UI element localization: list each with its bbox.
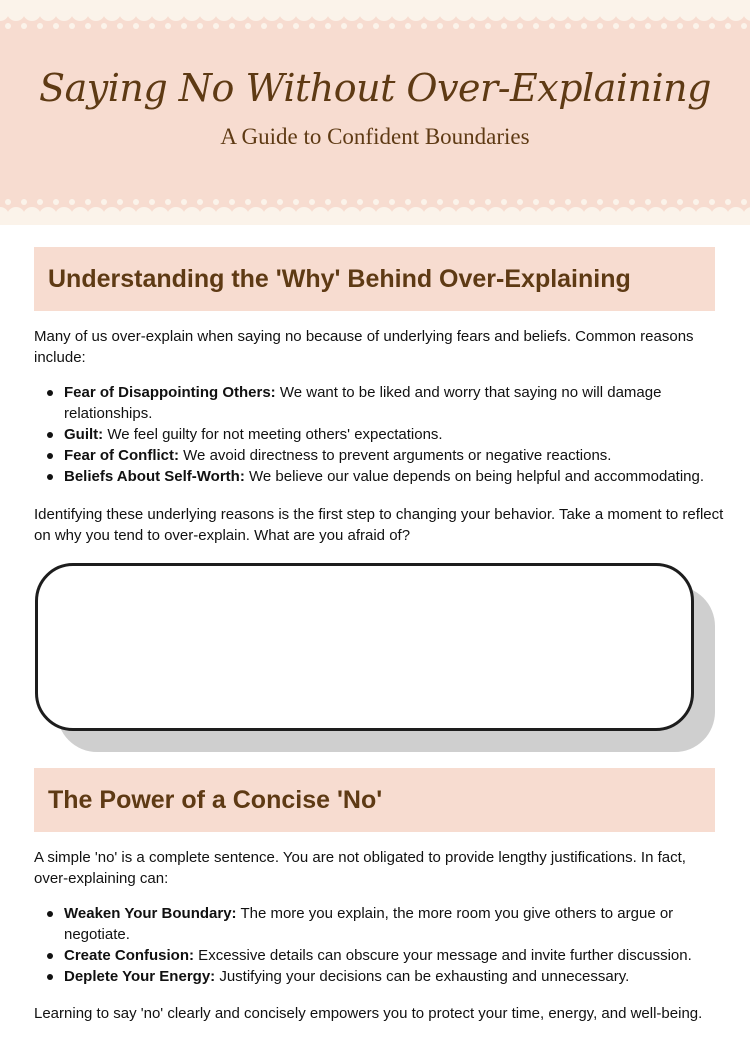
lace-dot xyxy=(709,199,715,205)
lace-dot xyxy=(373,23,379,29)
lace-dot xyxy=(133,23,139,29)
lace-dot xyxy=(517,23,523,29)
list-item-text: We believe our value depends on being helpful and accommodating. xyxy=(244,468,705,485)
lace-dot xyxy=(213,199,219,205)
lace-dot xyxy=(21,199,27,205)
lace-border-top xyxy=(0,0,750,40)
lace-dot xyxy=(469,23,475,29)
lace-dot xyxy=(133,199,139,205)
list-item-term: Weaken Your Boundary: xyxy=(64,905,237,922)
list-item xyxy=(44,966,724,987)
reasons-list xyxy=(44,382,724,487)
list-item-term: Beliefs About Self-Worth: xyxy=(64,468,245,485)
lace-dot xyxy=(421,23,427,29)
lace-dot xyxy=(629,199,635,205)
lace-dot xyxy=(85,23,91,29)
list-item xyxy=(44,903,724,945)
lace-dot xyxy=(693,23,699,29)
lace-dot xyxy=(405,23,411,29)
lace-dot xyxy=(341,199,347,205)
lace-dot xyxy=(549,23,555,29)
lace-dot xyxy=(357,199,363,205)
lace-dot xyxy=(389,23,395,29)
lace-dot xyxy=(565,199,571,205)
lace-dot xyxy=(533,23,539,29)
lace-dot xyxy=(325,199,331,205)
lace-dot xyxy=(709,23,715,29)
lace-band xyxy=(0,218,750,225)
reflection-prompt: Identifying these underlying reasons is the first step to changing your behavior. Take a moment to reflect on why you tend to over-explain. What are you afraid of? xyxy=(34,506,724,544)
lace-dot xyxy=(149,23,155,29)
lace-border-bottom xyxy=(0,188,750,225)
lace-dot xyxy=(245,23,251,29)
lace-dot xyxy=(405,199,411,205)
list-item xyxy=(44,382,724,424)
list-item-term: Fear of Conflict: xyxy=(64,447,179,464)
lace-dot xyxy=(309,23,315,29)
list-item-text: We feel guilty for not meeting others' expectations. xyxy=(103,426,443,443)
lace-dot xyxy=(21,23,27,29)
section-title: Understanding the 'Why' Behind Over-Explaining xyxy=(48,264,631,293)
lace-dot xyxy=(597,199,603,205)
lace-dot xyxy=(261,23,267,29)
list-item-text: The more you explain, the more room you give others to argue or negotiate. xyxy=(64,905,674,943)
lace-dot xyxy=(565,23,571,29)
lace-dot xyxy=(277,199,283,205)
lace-dot xyxy=(501,199,507,205)
lace-dot xyxy=(213,23,219,29)
list-item-text: We avoid directness to prevent arguments or negative reactions. xyxy=(179,447,612,464)
lace-dot xyxy=(453,23,459,29)
list-item-term: Create Confusion: xyxy=(64,947,195,964)
lace-dot xyxy=(661,199,667,205)
lace-dot xyxy=(197,23,203,29)
lace-dot xyxy=(645,23,651,29)
lace-dot xyxy=(85,199,91,205)
lace-dot xyxy=(325,23,331,29)
lace-dot xyxy=(485,199,491,205)
lace-dot xyxy=(357,23,363,29)
list-item-text: We want to be liked and worry that saying no will damage relationships. xyxy=(64,384,662,422)
lace-dot xyxy=(549,199,555,205)
reflection-answer-box[interactable] xyxy=(35,563,694,731)
page-title: Saying No Without Over-Explaining xyxy=(39,66,711,110)
list-item-term: Fear of Disappointing Others: xyxy=(64,384,276,401)
lace-dot xyxy=(309,199,315,205)
lace-dot xyxy=(581,23,587,29)
lace-dot xyxy=(581,199,587,205)
lace-dot xyxy=(437,23,443,29)
lace-dot xyxy=(661,23,667,29)
section-intro: A simple 'no' is a complete sentence. You are not obligated to provide lengthy justifications. In fact, over-explaining can: xyxy=(34,849,686,887)
lace-dot xyxy=(293,23,299,29)
lace-dot xyxy=(101,23,107,29)
lace-dot xyxy=(533,199,539,205)
lace-dot xyxy=(741,199,747,205)
lace-dot xyxy=(437,199,443,205)
lace-dot xyxy=(69,23,75,29)
lace-dot xyxy=(229,23,235,29)
lace-band xyxy=(0,0,750,10)
lace-dot xyxy=(693,199,699,205)
page-header xyxy=(0,0,750,225)
lace-dot xyxy=(645,199,651,205)
lace-dot xyxy=(453,199,459,205)
list-item-term: Guilt: xyxy=(64,426,104,443)
lace-dot xyxy=(69,199,75,205)
lace-dot xyxy=(5,199,11,205)
effects-list xyxy=(44,903,724,987)
page-subtitle: A Guide to Confident Boundaries xyxy=(220,124,530,149)
list-item-term: Deplete Your Energy: xyxy=(64,968,216,985)
lace-dot xyxy=(117,23,123,29)
closing-paragraph: Learning to say 'no' clearly and concisely empowers you to protect your time, energy, and well-being. xyxy=(34,1005,703,1022)
lace-dot xyxy=(261,199,267,205)
lace-dot xyxy=(53,23,59,29)
lace-dot xyxy=(37,199,43,205)
section-heading-why xyxy=(34,247,715,311)
lace-dot xyxy=(245,199,251,205)
lace-dot xyxy=(629,23,635,29)
lace-dot xyxy=(165,23,171,29)
lace-dot xyxy=(597,23,603,29)
list-item-text: Excessive details can obscure your message and invite further discussion. xyxy=(194,947,692,964)
lace-dot xyxy=(501,23,507,29)
lace-dot xyxy=(613,199,619,205)
lace-dot xyxy=(229,199,235,205)
lace-dot xyxy=(389,199,395,205)
lace-dot xyxy=(341,23,347,29)
list-item xyxy=(44,466,724,487)
lace-dot xyxy=(469,199,475,205)
lace-dot xyxy=(37,23,43,29)
lace-dot xyxy=(725,199,731,205)
lace-dot xyxy=(725,23,731,29)
list-item-text: Justifying your decisions can be exhausting and unnecessary. xyxy=(215,968,630,985)
lace-dot xyxy=(277,23,283,29)
list-item xyxy=(44,424,724,445)
list-item xyxy=(44,945,724,966)
list-item xyxy=(44,445,724,466)
section-heading-concise-no xyxy=(34,768,715,832)
section-title: The Power of a Concise 'No' xyxy=(48,785,383,814)
lace-dot xyxy=(101,199,107,205)
lace-dot xyxy=(677,199,683,205)
lace-dot xyxy=(293,199,299,205)
lace-dot xyxy=(181,23,187,29)
lace-dot xyxy=(149,199,155,205)
lace-dot xyxy=(197,199,203,205)
lace-dot xyxy=(677,23,683,29)
lace-dot xyxy=(5,23,11,29)
lace-dot xyxy=(613,23,619,29)
lace-dot xyxy=(517,199,523,205)
lace-dot xyxy=(181,199,187,205)
lace-dot xyxy=(165,199,171,205)
section-intro: Many of us over-explain when saying no because of underlying fears and beliefs. Common reasons include: xyxy=(34,328,694,366)
lace-dot xyxy=(421,199,427,205)
lace-dot xyxy=(485,23,491,29)
lace-dot xyxy=(117,199,123,205)
lace-dot xyxy=(53,199,59,205)
lace-dot xyxy=(741,23,747,29)
lace-dot xyxy=(373,199,379,205)
